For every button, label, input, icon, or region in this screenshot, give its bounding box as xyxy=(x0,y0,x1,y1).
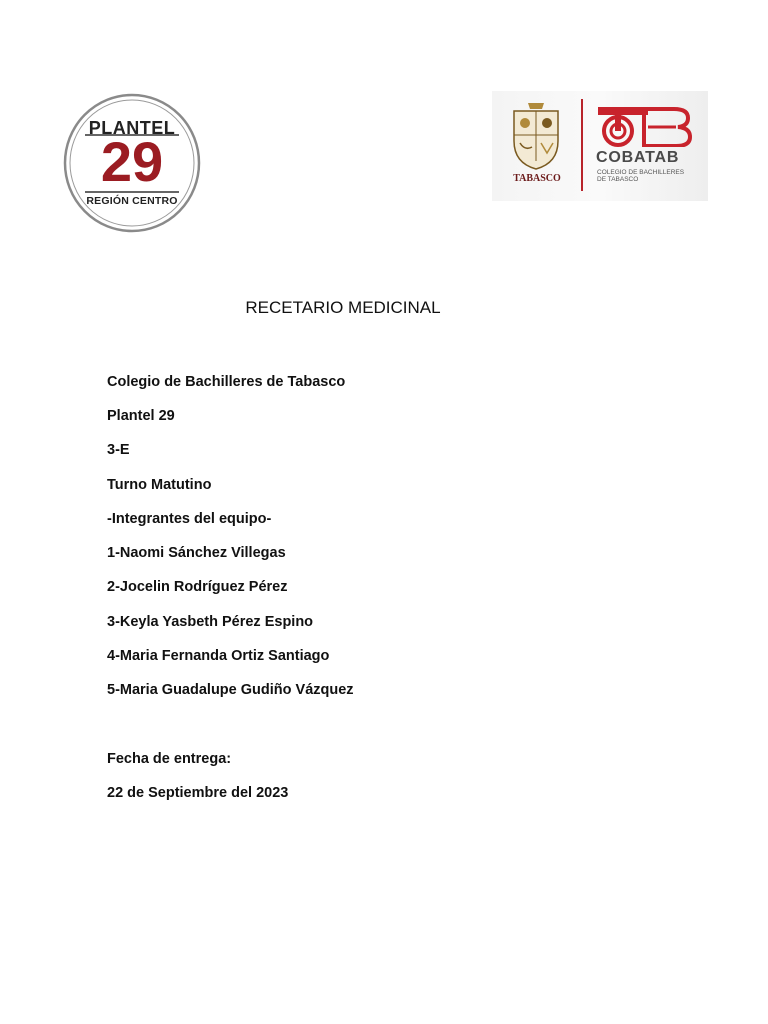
plantel-29-logo xyxy=(63,93,201,233)
cobatab-subtitle-line-2: DE TABASCO xyxy=(597,176,639,183)
campus-name: Plantel 29 xyxy=(107,408,175,424)
tabasco-label: TABASCO xyxy=(513,173,561,184)
banner-divider xyxy=(581,99,583,191)
school-name: Colegio de Bachilleres de Tabasco xyxy=(107,374,346,390)
cobatab-name: COBATAB xyxy=(596,149,680,166)
cobatab-subtitle xyxy=(597,169,707,183)
delivery-date: 22 de Septiembre del 2023 xyxy=(107,785,289,801)
team-member-4: 4-Maria Fernanda Ortiz Santiago xyxy=(107,648,330,664)
team-heading: -Integrantes del equipo- xyxy=(107,511,272,527)
cobatab-banner xyxy=(492,91,708,201)
team-member-5: 5-Maria Guadalupe Gudiño Vázquez xyxy=(107,682,354,698)
plantel-logo-number: 29 xyxy=(100,130,164,193)
group-name: 3-E xyxy=(107,442,130,458)
team-member-3: 3-Keyla Yasbeth Pérez Espino xyxy=(107,614,314,630)
plantel-logo-top-text: PLANTEL xyxy=(88,118,176,138)
document-title: RECETARIO MEDICINAL xyxy=(245,298,441,317)
team-member-2: 2-Jocelin Rodríguez Pérez xyxy=(107,579,288,595)
team-member-1: 1-Naomi Sánchez Villegas xyxy=(107,545,286,561)
shift-name: Turno Matutino xyxy=(107,477,212,493)
cobatab-subtitle-line-1: COLEGIO DE BACHILLERES xyxy=(597,169,685,176)
tabasco-shield-icon xyxy=(508,101,564,171)
plantel-logo-bottom-text: REGIÓN CENTRO xyxy=(86,195,178,207)
cobatab-mark-icon xyxy=(596,105,692,147)
delivery-label: Fecha de entrega: xyxy=(107,751,232,767)
